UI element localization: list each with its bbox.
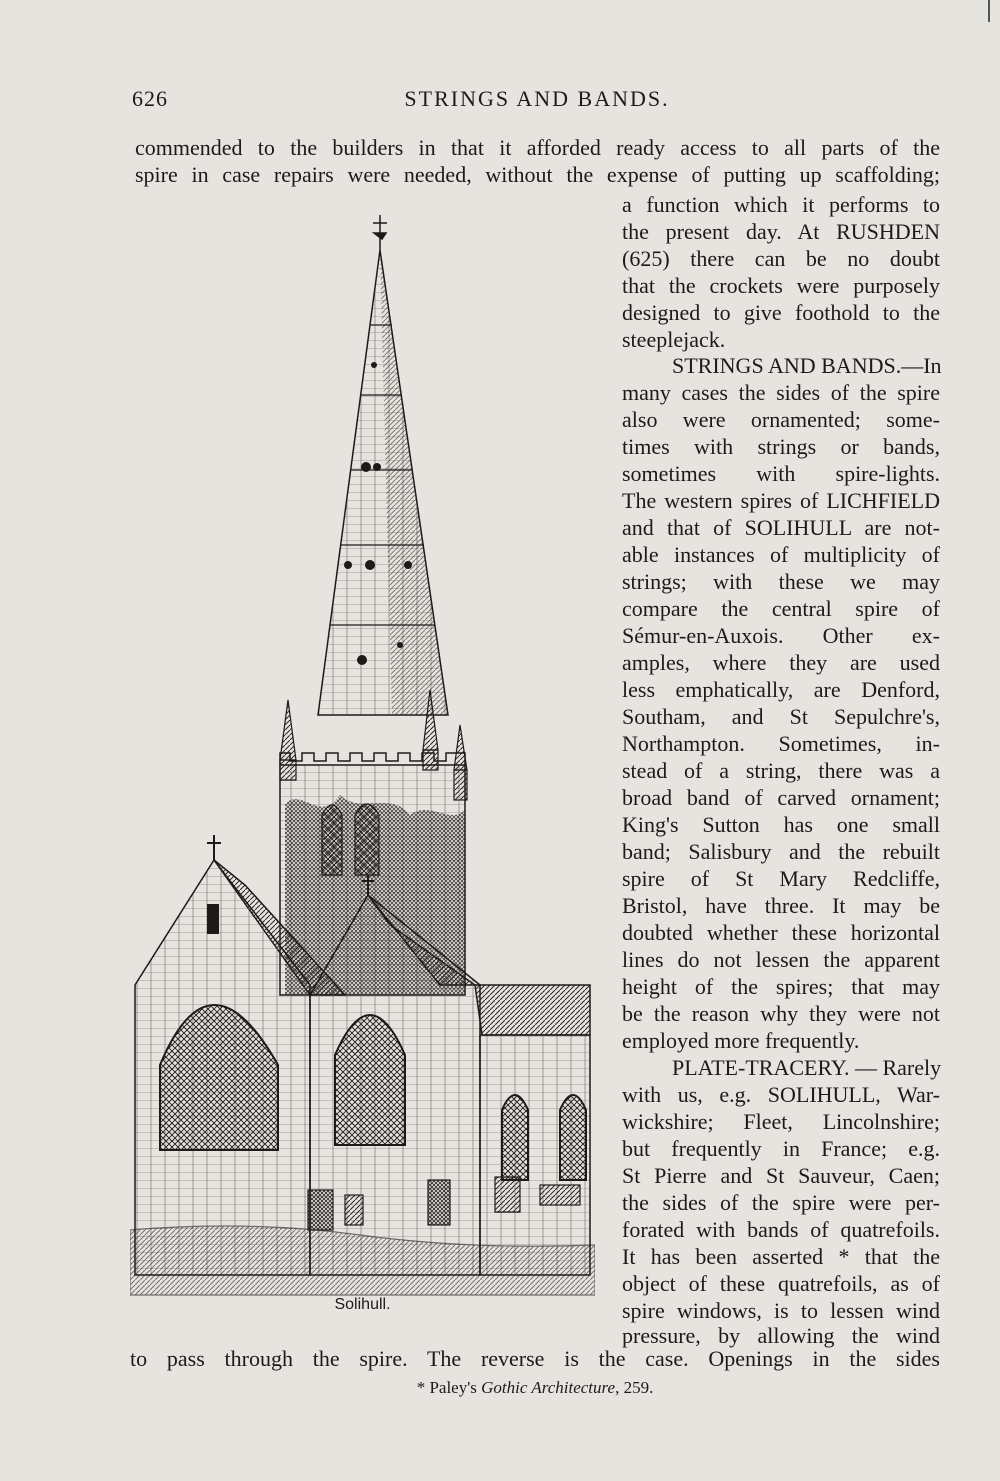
text-line: a function which it performs to bbox=[622, 192, 940, 217]
text-line: band; Salisbury and the rebuilt bbox=[622, 839, 940, 864]
text-line: doubted whether these horizontal bbox=[622, 920, 940, 945]
text-line: be the reason why they were not bbox=[622, 1001, 940, 1026]
text-line: King's Sutton has one small bbox=[622, 812, 940, 837]
text-line: less emphatically, are Denford, bbox=[622, 677, 940, 702]
text-line: able instances of multiplicity of bbox=[622, 542, 940, 567]
text-line: (625) there can be no doubt bbox=[622, 246, 940, 271]
text-line: height of the spires; that may bbox=[622, 974, 940, 999]
text-line: times with strings or bands, bbox=[622, 434, 940, 459]
text-line: pressure, by allowing the wind bbox=[622, 1323, 940, 1348]
running-head bbox=[132, 86, 942, 116]
text-line: spire windows, is to lessen wind bbox=[622, 1298, 940, 1323]
text-line: lines do not lessen the apparent bbox=[622, 947, 940, 972]
text-line: St Pierre and St Sauveur, Caen; bbox=[622, 1163, 940, 1188]
text-line: compare the central spire of bbox=[622, 596, 940, 621]
footnote-title: Gothic Architecture bbox=[481, 1378, 616, 1397]
spire bbox=[318, 250, 448, 715]
footnote-page: , 259. bbox=[615, 1378, 654, 1397]
page-number: 626 bbox=[132, 86, 168, 111]
figure-caption: Solihull. bbox=[334, 1296, 391, 1313]
text-line: spire of St Mary Redcliffe, bbox=[622, 866, 940, 891]
text-line: wickshire; Fleet, Lincolnshire; bbox=[622, 1109, 940, 1134]
page-title: STRINGS AND BANDS. bbox=[404, 86, 670, 111]
text-line: amples, where they are used bbox=[622, 650, 940, 675]
weathervane bbox=[373, 215, 387, 250]
text-line: Northampton. Sometimes, in- bbox=[622, 731, 940, 756]
text-line: sometimes with spire-lights. bbox=[622, 461, 940, 486]
text-line: strings; with these we may bbox=[622, 569, 940, 594]
text-line: also were ornamented; some- bbox=[622, 407, 940, 432]
page-edge-mark bbox=[988, 0, 990, 22]
text-line: spire in case repairs were needed, without the expense of putting up scaffolding; bbox=[135, 162, 940, 187]
text-line: many cases the sides of the spire bbox=[622, 380, 940, 405]
text-line: with us, e.g. SOLIHULL, War- bbox=[622, 1082, 940, 1107]
section-heading-strings: STRINGS AND BANDS.—In bbox=[672, 353, 942, 378]
text-line: Sémur-en-Auxois. Other ex- bbox=[622, 623, 940, 648]
text-line: stead of a string, there was a bbox=[622, 758, 940, 783]
footnote bbox=[130, 1378, 940, 1398]
text-line: and that of SOLIHULL are not- bbox=[622, 515, 940, 540]
text-line: the present day. At RUSHDEN bbox=[622, 219, 940, 244]
text-line: forated with bands of quatrefoils. bbox=[622, 1217, 940, 1242]
text-line: but frequently in France; e.g. bbox=[622, 1136, 940, 1161]
text-line: designed to give foothold to the bbox=[622, 300, 940, 325]
text-line: to pass through the spire. The reverse is the case. Openings in the sides bbox=[130, 1346, 940, 1371]
text-line: that the crockets were purposely bbox=[622, 273, 940, 298]
text-line: It has been asserted * that the bbox=[622, 1244, 940, 1269]
text-line: broad band of carved ornament; bbox=[622, 785, 940, 810]
text-line: object of these quatrefoils, as of bbox=[622, 1271, 940, 1296]
text-line: Southam, and St Sepulchre's, bbox=[622, 704, 940, 729]
text-line: steeplejack. bbox=[622, 327, 726, 352]
solihull-church-engraving bbox=[130, 205, 595, 1305]
text-line: commended to the builders in that it afforded ready access to all parts of the bbox=[135, 135, 940, 160]
text-line: The western spires of LICHFIELD bbox=[622, 488, 940, 513]
footnote-mark: * Paley's bbox=[416, 1378, 477, 1397]
text-line: the sides of the spire were per- bbox=[622, 1190, 940, 1215]
text-line: Bristol, have three. It may be bbox=[622, 893, 940, 918]
section-heading-plate-tracery: PLATE-TRACERY. — Rarely bbox=[672, 1055, 942, 1080]
church-illustration bbox=[130, 205, 595, 1305]
text-line: employed more frequently. bbox=[622, 1028, 860, 1053]
